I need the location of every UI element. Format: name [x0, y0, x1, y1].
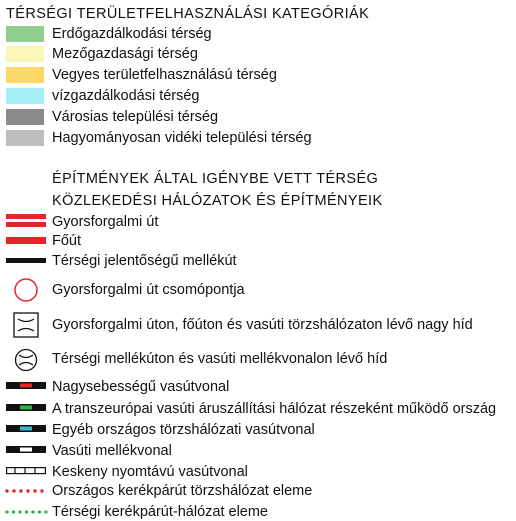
red-circle-icon — [12, 277, 40, 303]
green-dotted-line-icon — [4, 507, 48, 517]
legend-label-mixed-use: Vegyes területfelhasználású térség — [52, 67, 277, 83]
rail-white-icon — [6, 445, 46, 455]
urban-swatch — [6, 109, 44, 125]
legend-label-forestry: Erdőgazdálkodási térség — [52, 26, 212, 42]
double-red-line-icon — [6, 212, 46, 230]
legend-label-bridge: Térségi mellékúton és vasúti mellékvonalon lévő híd — [52, 351, 388, 367]
legend-label-secondary-road: Térségi jelentőségű mellékút — [52, 253, 237, 269]
narrow-gauge-icon — [6, 466, 46, 476]
legend-label-regional-cycle: Térségi kerékpárút-hálózat eleme — [52, 504, 268, 520]
legend-label-urban: Városias települési térség — [52, 109, 219, 125]
section2-title-line1: ÉPÍTMÉNYEK ÁLTAL IGÉNYBE VETT TÉRSÉG — [52, 171, 379, 187]
black-line-icon — [6, 256, 46, 266]
legend-label-rural: Hagyományosan vidéki települési térség — [52, 130, 312, 146]
legend-label-branch-rail: Vasúti mellékvonal — [52, 443, 172, 459]
small-bridge-icon — [14, 348, 38, 372]
red-line-icon — [6, 235, 46, 247]
section1-title: TÉRSÉGI TERÜLETFELHASZNÁLÁSI KATEGÓRIÁK — [6, 6, 370, 22]
water-swatch — [6, 88, 44, 104]
legend-label-junction: Gyorsforgalmi út csomópontja — [52, 282, 245, 298]
legend-label-high-speed-rail: Nagysebességű vasútvonal — [52, 379, 230, 395]
legend-label-national-rail: Egyéb országos törzshálózati vasútvonal — [52, 422, 315, 438]
large-bridge-icon — [13, 312, 39, 338]
rail-cyan-icon — [6, 424, 46, 434]
forestry-swatch — [6, 26, 44, 42]
legend-label-expressway: Gyorsforgalmi út — [52, 214, 159, 230]
rail-green-icon — [6, 403, 46, 413]
legend-label-national-cycle: Országos kerékpárút törzshálózat eleme — [52, 483, 313, 499]
legend-label-water: vízgazdálkodási térség — [52, 88, 200, 104]
legend-label-main-road: Főút — [52, 233, 82, 249]
rail-red-icon — [6, 381, 46, 391]
agricultural-swatch — [6, 46, 44, 62]
mixed-use-swatch — [6, 67, 44, 83]
rural-swatch — [6, 130, 44, 146]
section2-title-line2: KÖZLEKEDÉSI HÁLÓZATOK ÉS ÉPÍTMÉNYEIK — [52, 193, 383, 209]
legend-label-large-bridge: Gyorsforgalmi úton, főúton és vasúti törzshálózaton lévő nagy híd — [52, 317, 473, 333]
red-dotted-line-icon — [4, 486, 48, 496]
legend-label-agricultural: Mezőgazdasági térség — [52, 46, 198, 62]
legend-label-trans-european-rail: A transzeurópai vasúti áruszállítási hálózat részeként működő ország — [52, 401, 497, 417]
legend-label-narrow-gauge: Keskeny nyomtávú vasútvonal — [52, 464, 248, 480]
